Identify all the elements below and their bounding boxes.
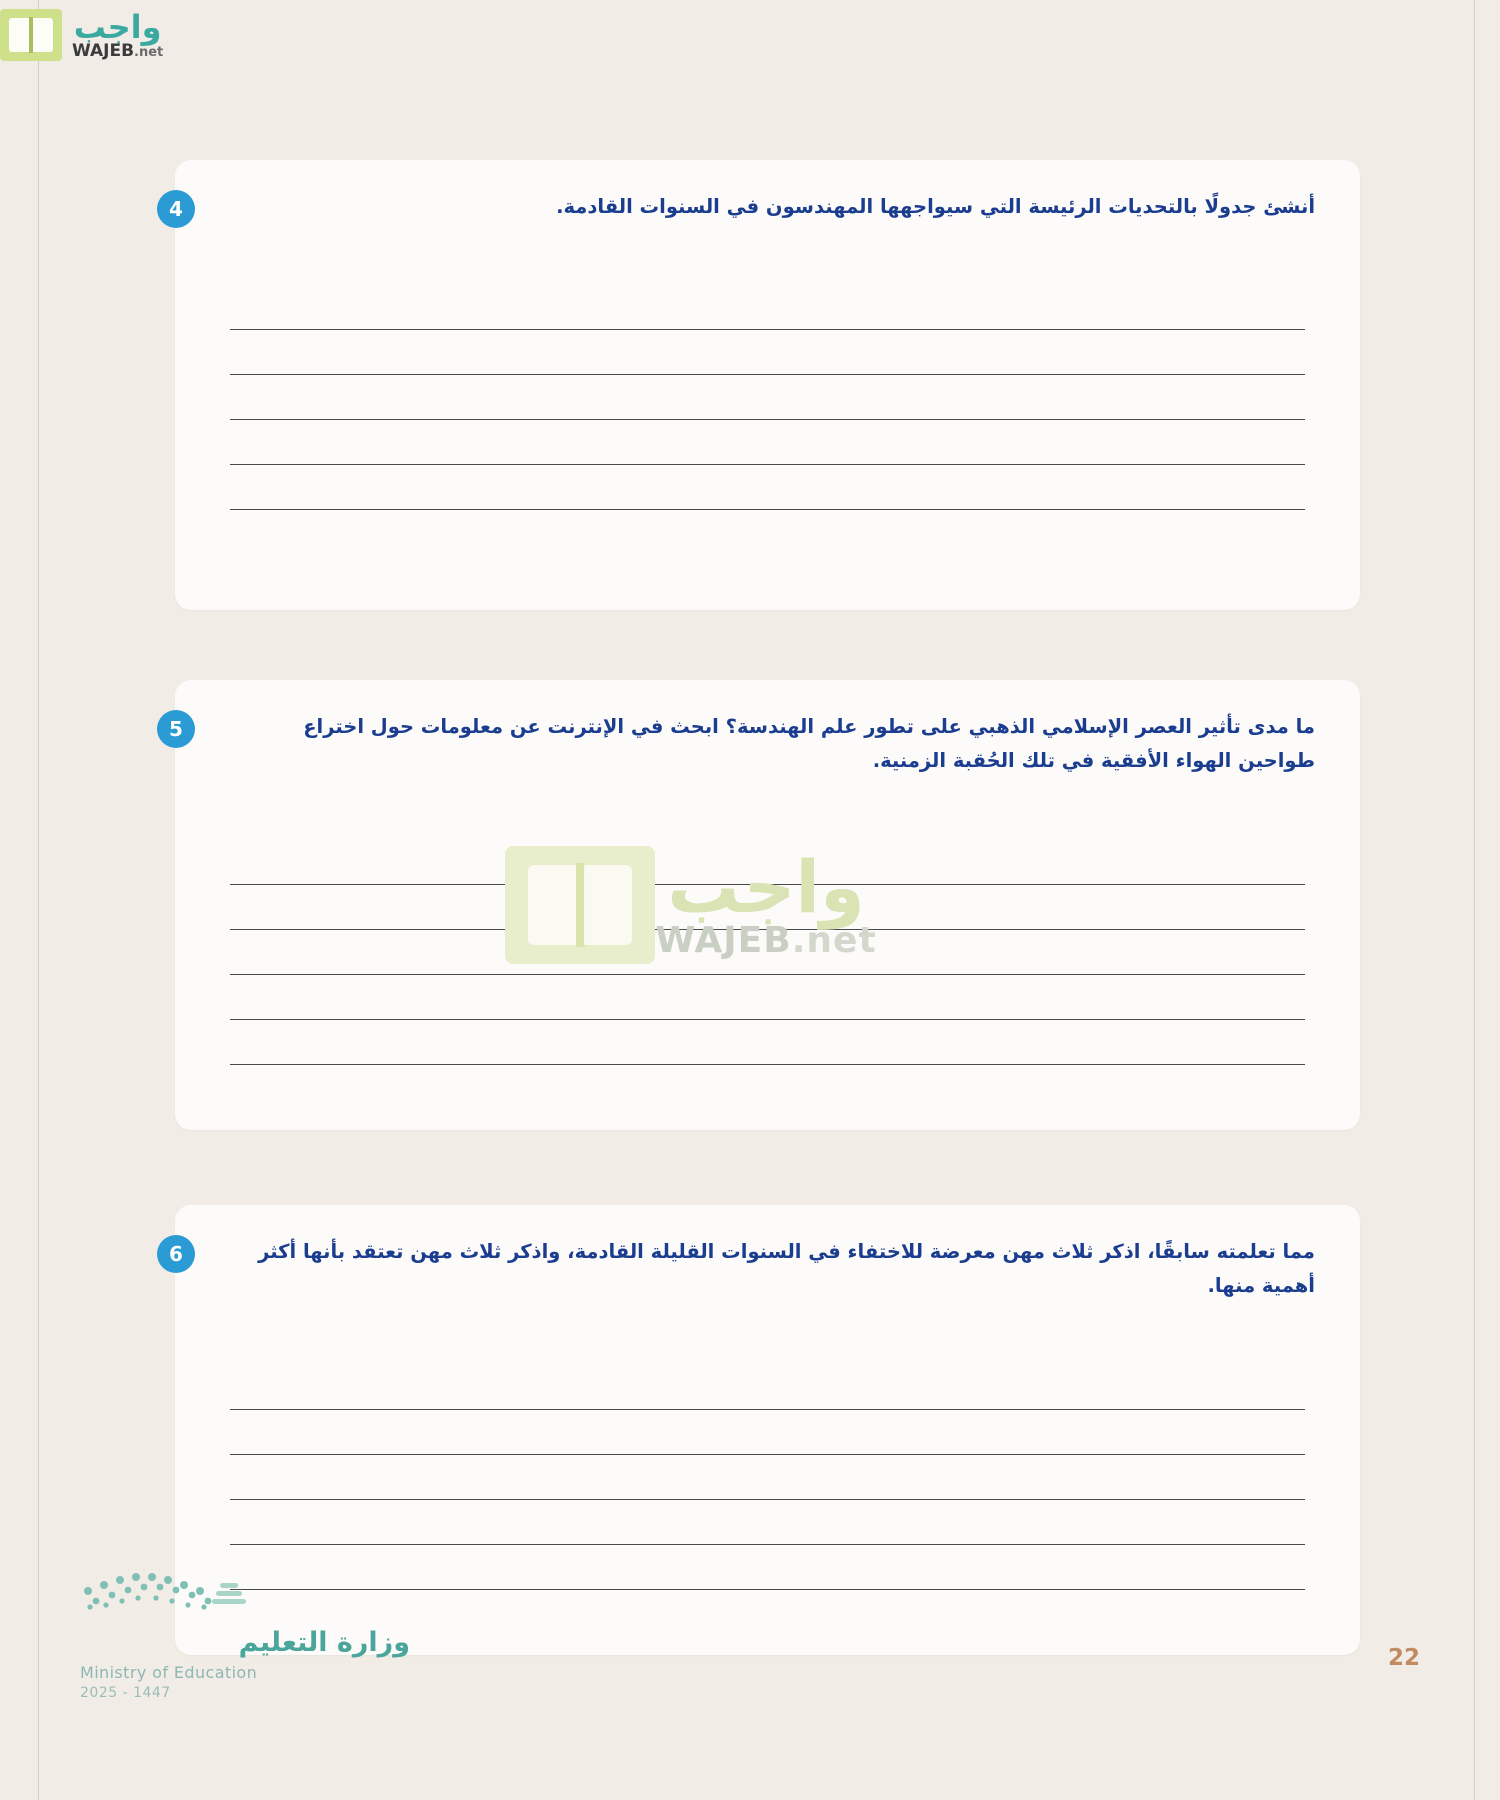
answer-line[interactable]	[230, 1455, 1305, 1500]
answer-line[interactable]	[230, 330, 1305, 375]
wajeb-corner-text	[62, 7, 169, 64]
watermark-tld: .net	[791, 920, 877, 961]
watermark-arabic: واجب	[667, 845, 865, 929]
answer-line[interactable]	[230, 420, 1305, 465]
page-edge-rule-left	[38, 0, 39, 1800]
page-number: 22	[1387, 1645, 1420, 1671]
page-edge-rule-right	[1474, 0, 1475, 1800]
answer-line[interactable]	[230, 1365, 1305, 1410]
ministry-dots-icon	[80, 1555, 270, 1611]
ministry-years: 2025 - 1447	[80, 1685, 171, 1701]
answer-line[interactable]	[230, 375, 1305, 420]
ministry-name-arabic: وزارة التعليم	[238, 1627, 410, 1658]
answer-line[interactable]	[230, 930, 1305, 975]
question-number-badge-6: 6	[157, 1235, 195, 1273]
question-text-6: مما تعلمته سابقًا، اذكر ثلاث مهن معرضة للاختفاء في السنوات القليلة القادمة، واذكر ثلاث مهن تعتقد بأنها أكثر أهمية منها.	[258, 1240, 1315, 1298]
wajeb-corner-tld: .net	[134, 44, 164, 60]
answer-line[interactable]	[230, 465, 1305, 510]
answer-lines-4[interactable]	[230, 285, 1305, 510]
wajeb-corner-arabic: واجب	[73, 7, 162, 46]
ministry-of-education-logo	[80, 1555, 410, 1701]
question-card-4	[169, 160, 1360, 610]
question-card-5	[169, 680, 1360, 1130]
answer-line[interactable]	[230, 1500, 1305, 1545]
answer-line[interactable]	[230, 840, 1305, 885]
book-icon	[0, 9, 62, 61]
wajeb-corner-logo	[0, 0, 200, 70]
answer-line[interactable]	[230, 285, 1305, 330]
answer-line[interactable]	[230, 1410, 1305, 1455]
watermark-english: WAJEB.net	[655, 920, 877, 961]
question-number-badge-4: 4	[157, 190, 195, 228]
answer-lines-5[interactable]	[230, 840, 1305, 1065]
answer-line[interactable]	[230, 975, 1305, 1020]
question-number-badge-5: 5	[157, 710, 195, 748]
answer-line[interactable]	[230, 885, 1305, 930]
question-text-5: ما مدى تأثير العصر الإسلامي الذهبي على تطور علم الهندسة؟ ابحث في الإنترنت عن معلومات حول اختراع طواحين الهواء الأفقية في تلك الحُقبة الزمنية.	[303, 715, 1315, 773]
book-page-right	[33, 18, 53, 52]
book-page-left	[9, 18, 29, 52]
wajeb-corner-english: WAJEB.net	[72, 40, 164, 61]
ministry-name-english: Ministry of Education	[80, 1663, 258, 1682]
question-text-4: أنشئ جدولًا بالتحديات الرئيسة التي سيواجهها المهندسون في السنوات القادمة.	[556, 195, 1315, 218]
answer-line[interactable]	[230, 1020, 1305, 1065]
